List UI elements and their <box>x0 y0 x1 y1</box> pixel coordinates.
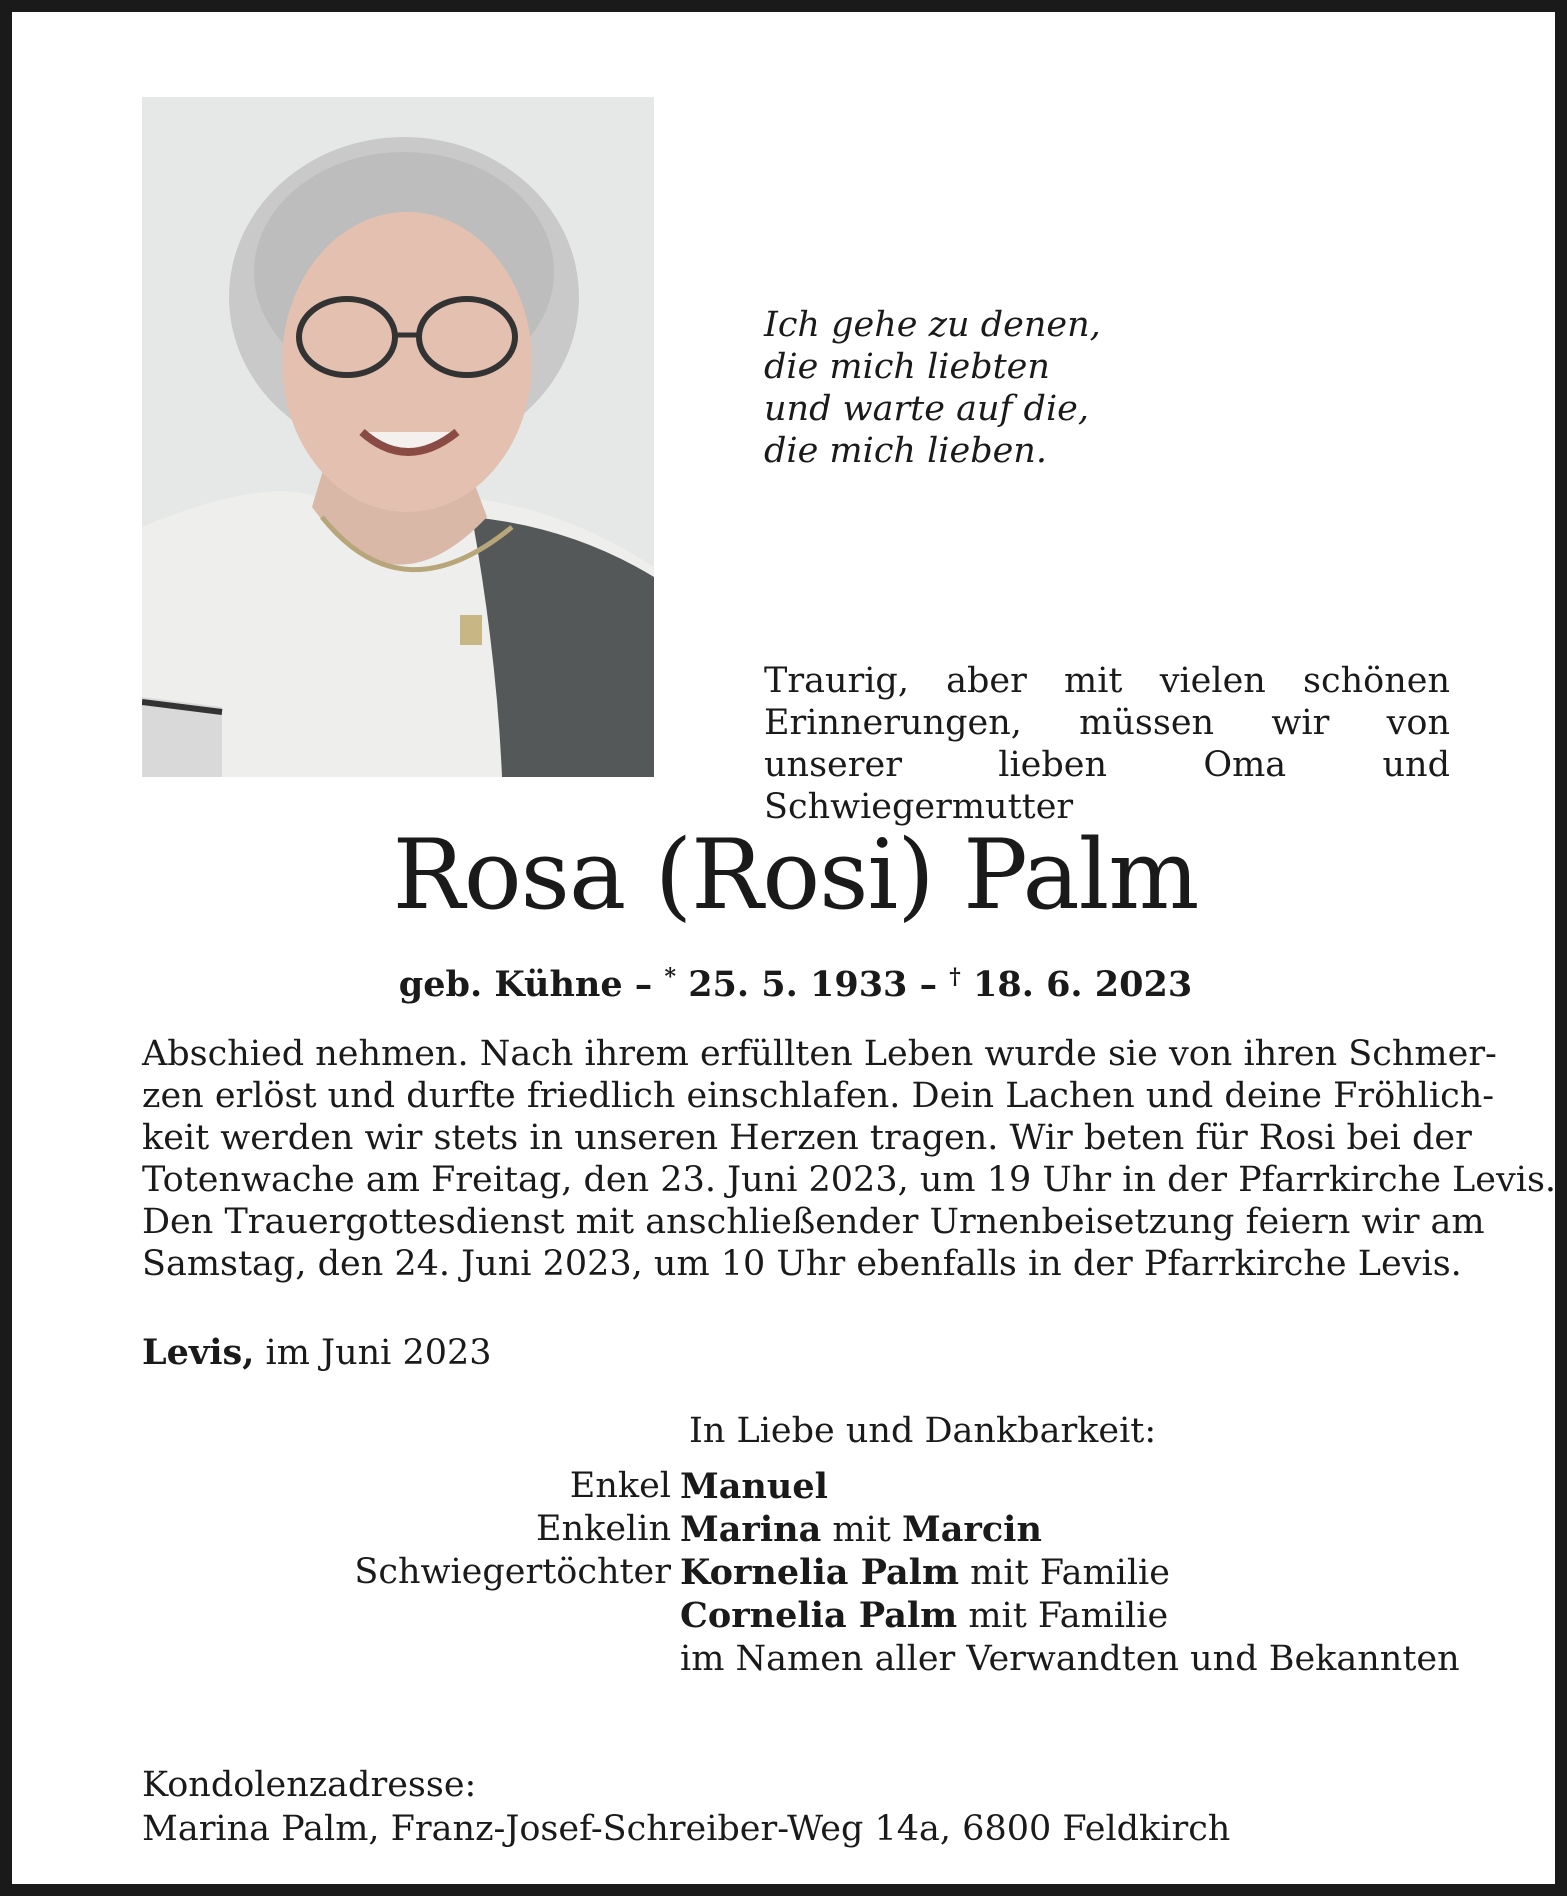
deceased-name: Rosa (Rosi) Palm <box>392 819 1199 931</box>
verse <box>764 304 1184 472</box>
mourner-role: Enkelin <box>536 1509 671 1549</box>
verse-line: und warte auf die, <box>764 389 1089 429</box>
death-date: 18. 6. 2023 <box>960 964 1193 1005</box>
date-separator: – <box>907 964 950 1005</box>
date-separator: – <box>622 964 665 1005</box>
mourner-name: Marina <box>680 1509 822 1550</box>
portrait-illustration <box>142 97 654 777</box>
mourner-name: Cornelia Palm <box>680 1595 958 1636</box>
birth-symbol: * <box>664 964 677 990</box>
announcement-text <box>142 1033 1557 1285</box>
body-line: Abschied nehmen. Nach ihrem erfüllten Leben wurde sie von ihren Schmer- <box>142 1034 1497 1074</box>
mourners-list <box>142 1465 1482 1680</box>
thanks-line: In Liebe und Dankbarkeit: <box>689 1411 1157 1451</box>
address-value: Marina Palm, Franz-Josef-Schreiber-Weg 14a, 6800 Feldkirch <box>142 1809 1231 1849</box>
mourner-name: Manuel <box>680 1466 828 1507</box>
life-dates <box>24 955 1567 1007</box>
mourner-suffix: mit Familie <box>957 1596 1169 1636</box>
condolence-address <box>142 1763 1230 1851</box>
place-when: im Juni 2023 <box>254 1333 492 1373</box>
mourner-suffix: mit Familie <box>959 1553 1170 1593</box>
mourner-row <box>142 1594 1482 1637</box>
verse-line: die mich lieben. <box>764 431 1047 471</box>
mourner-role: Schwiegertöchter <box>354 1552 671 1592</box>
place-date <box>142 1332 492 1374</box>
body-line: Totenwache am Freitag, den 23. Juni 2023, um 19 Uhr in der Pfarrkirche Levis. <box>142 1160 1557 1200</box>
verse-line: Ich gehe zu denen, <box>764 305 1101 345</box>
mourner-role: Enkel <box>569 1466 671 1506</box>
maiden-name: geb. Kühne <box>398 964 623 1005</box>
portrait-photo <box>142 97 654 777</box>
mourner-name-2: Marcin <box>902 1509 1042 1550</box>
mourner-suffix: im Namen aller Verwandten und Bekannten <box>680 1639 1460 1679</box>
body-line: Samstag, den 24. Juni 2023, um 10 Uhr ebenfalls in der Pfarrkirche Levis. <box>142 1244 1462 1284</box>
mourner-row <box>142 1465 1482 1508</box>
mourner-suffix: mit <box>821 1510 902 1550</box>
mourner-row <box>142 1508 1482 1551</box>
birth-date: 25. 5. 1933 <box>676 964 908 1005</box>
intro-text: Traurig, aber mit vielen schönen Erinnerungen, müssen wir von unserer lieben Oma und Schwiegermutter <box>764 661 1450 827</box>
mourner-role <box>142 1594 680 1637</box>
mourner-row <box>142 1551 1482 1594</box>
body-line: zen erlöst und durfte friedlich einschlafen. Dein Lachen und deine Fröhlich- <box>142 1076 1495 1116</box>
address-label: Kondolenzadresse: <box>142 1765 477 1805</box>
body-line: Den Trauergottesdienst mit anschließender Urnenbeisetzung feiern wir am <box>142 1202 1485 1242</box>
place-city: Levis, <box>142 1332 255 1373</box>
verse-line: die mich liebten <box>764 347 1050 387</box>
body-line: keit werden wir stets in unseren Herzen tragen. Wir beten für Rosi bei der <box>142 1118 1472 1158</box>
mourner-role <box>142 1637 680 1680</box>
mourner-row <box>142 1637 1482 1680</box>
death-symbol: † <box>949 964 961 990</box>
mourner-name: Kornelia Palm <box>680 1552 959 1593</box>
